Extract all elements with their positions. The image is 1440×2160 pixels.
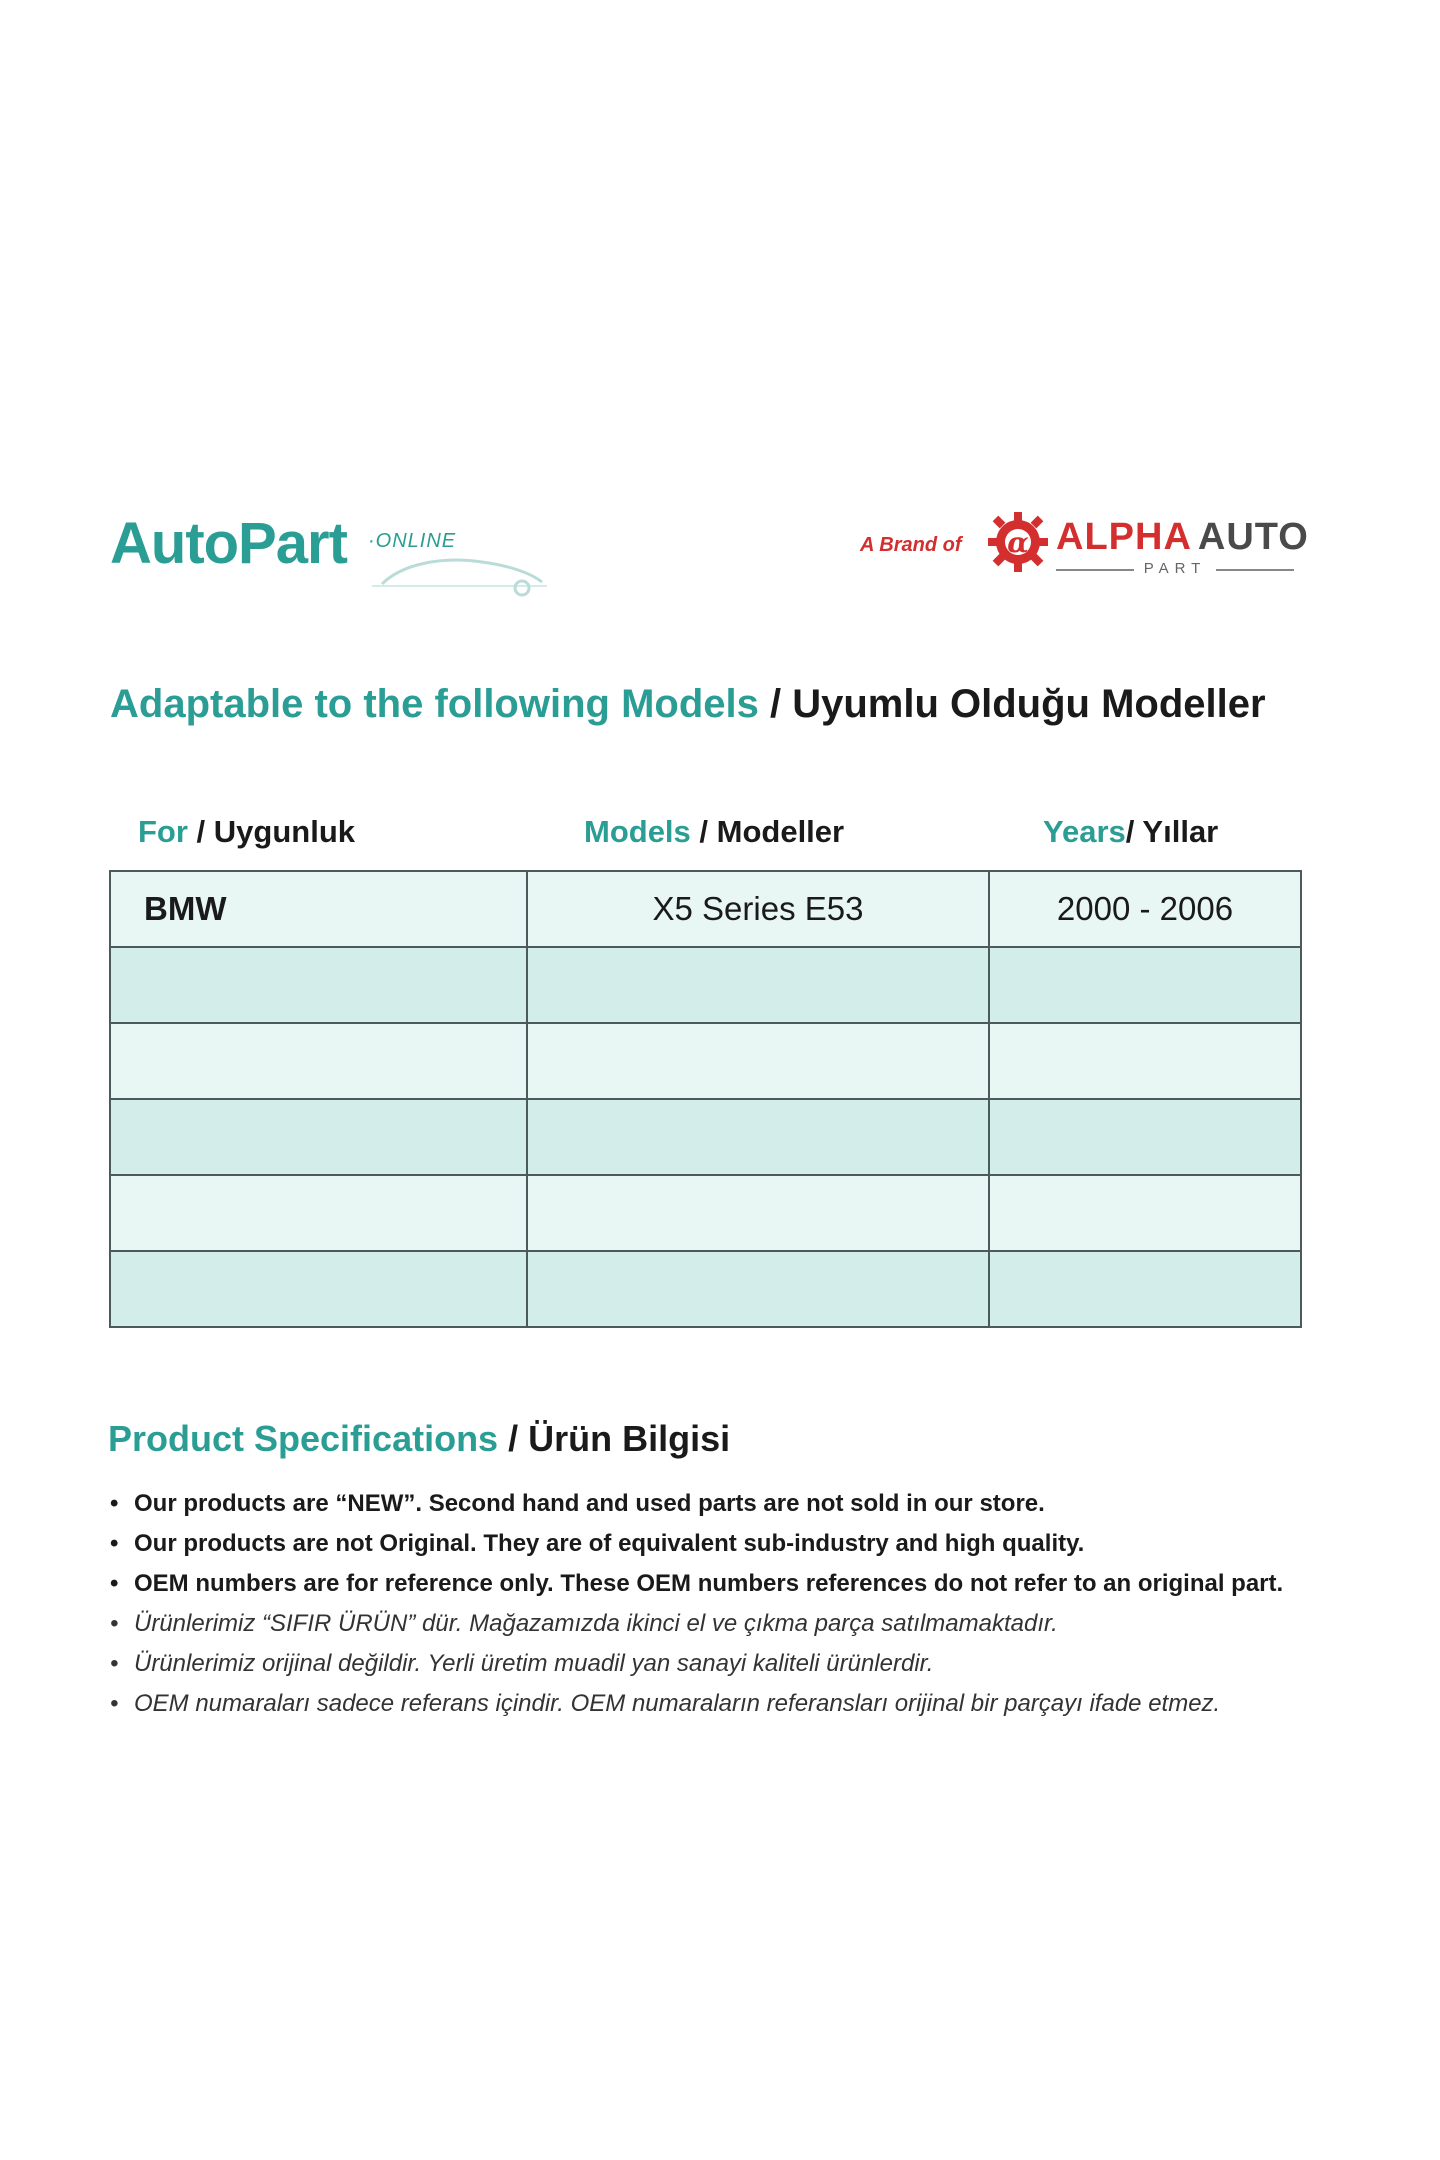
header-en: For — [138, 814, 188, 849]
column-header-years — [1043, 814, 1218, 850]
spec-title-tr: / Ürün Bilgisi — [498, 1418, 731, 1459]
list-item: • OEM numbers are for reference only. These OEM numbers references do not refer to an original part. — [110, 1564, 1340, 1604]
table-row — [110, 947, 1301, 1023]
cell-years: 2000 - 2006 — [989, 871, 1301, 947]
alpha-word: ALPHA — [1056, 516, 1192, 558]
cell-make — [110, 947, 527, 1023]
cell-model: X5 Series E53 — [527, 871, 989, 947]
cell-model — [527, 1023, 989, 1099]
header-en: Models — [584, 814, 691, 849]
spec-title-en: Product Specifications — [108, 1418, 499, 1459]
cell-years — [989, 947, 1301, 1023]
header-en: Years — [1043, 814, 1126, 849]
list-item: • Our products are “NEW”. Second hand and used parts are not sold in our store. — [110, 1484, 1340, 1524]
alpha-gear-icon — [986, 510, 1050, 574]
svg-text:α: α — [1007, 526, 1029, 559]
product-specifications-heading — [108, 1418, 730, 1460]
heading-tr: / Uyumlu Olduğu Modeller — [758, 682, 1266, 726]
table-row — [110, 1251, 1301, 1327]
specifications-list — [110, 1484, 1340, 1724]
cell-years — [989, 1023, 1301, 1099]
list-item: • Our products are not Original. They are of equivalent sub-industry and high quality. — [110, 1524, 1340, 1564]
table-row — [110, 871, 1301, 947]
online-logo-text: ·ONLINE — [368, 530, 457, 552]
list-item: • Ürünlerimiz orijinal değildir. Yerli üretim muadil yan sanayi kaliteli ürünlerdir. — [110, 1644, 1340, 1684]
cell-make — [110, 1023, 527, 1099]
cell-model — [527, 1251, 989, 1327]
table-row — [110, 1175, 1301, 1251]
cell-make — [110, 1251, 527, 1327]
table-row — [110, 1099, 1301, 1175]
header-tr: / Yıllar — [1125, 814, 1219, 849]
cell-make: BMW — [110, 871, 527, 947]
alpha-auto-wordmark — [1056, 516, 1309, 559]
list-item: • OEM numaraları sadece referans içindir. OEM numaraların referansları orijinal bir parçayı ifade etmez. — [110, 1684, 1340, 1724]
car-outline-icon — [372, 550, 552, 600]
alpha-auto-brand — [860, 508, 1309, 588]
list-item: • Ürünlerimiz “SIFIR ÜRÜN” dür. Mağazamızda ikinci el ve çıkma parça satılmamaktadır. — [110, 1604, 1340, 1644]
header-tr: / Modeller — [690, 814, 845, 849]
heading-en: Adaptable to the following Models — [110, 682, 759, 726]
compatibility-heading — [110, 682, 1266, 727]
autopart-online-logo — [110, 510, 540, 600]
part-sub-text: PART — [1056, 560, 1294, 577]
cell-make — [110, 1099, 527, 1175]
cell-years — [989, 1175, 1301, 1251]
brand-of-text: A Brand of — [860, 534, 962, 556]
autopart-logo-text: AutoPart — [110, 511, 347, 576]
cell-model — [527, 947, 989, 1023]
column-header-models — [584, 814, 844, 850]
cell-years — [989, 1099, 1301, 1175]
cell-model — [527, 1099, 989, 1175]
cell-make — [110, 1175, 527, 1251]
header — [0, 480, 1440, 600]
auto-word: AUTO — [1197, 516, 1309, 558]
cell-years — [989, 1251, 1301, 1327]
compatibility-table — [109, 870, 1302, 1328]
header-tr: / Uygunluk — [187, 814, 356, 849]
column-header-for — [138, 814, 355, 850]
table-row — [110, 1023, 1301, 1099]
cell-model — [527, 1175, 989, 1251]
